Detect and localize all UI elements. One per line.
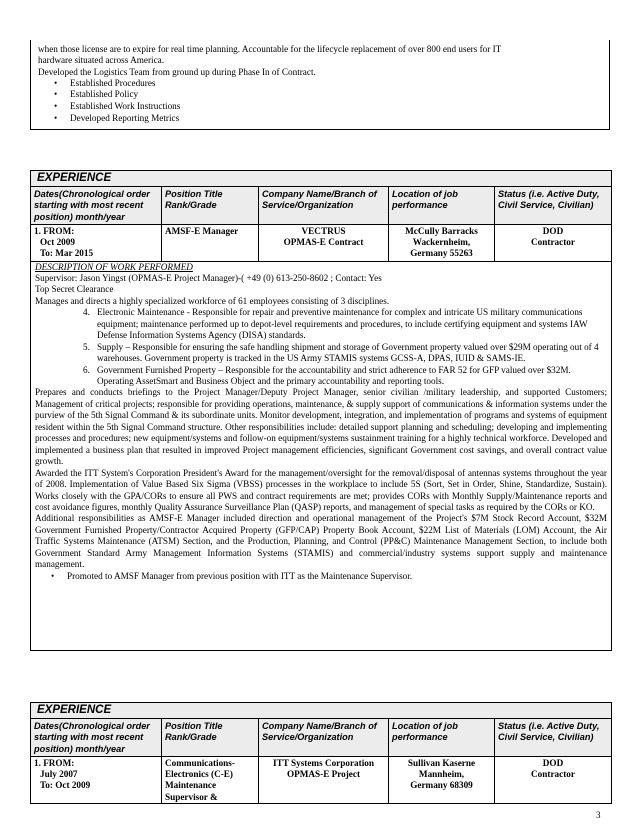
item-text: Supply – Responsible for ensuring the safe handling shipment and storage of Government property valued over $29M operating out of 4 warehouses. Government property is tracked in the US Army STAMIS systems GCSS-A, DPAS, IUID & SAMS-IE. bbox=[97, 341, 599, 364]
continuation-line: Developed the Logistics Team from ground up during Phase In of Contract. bbox=[38, 66, 316, 77]
job-status bbox=[495, 757, 611, 804]
from-date: July 2007 bbox=[40, 769, 78, 780]
job-status bbox=[495, 225, 611, 261]
company-name: VECTRUS bbox=[301, 225, 346, 236]
section-title: EXPERIENCE bbox=[31, 171, 611, 187]
to-date: To: Mar 2015 bbox=[40, 248, 94, 259]
bullet-item: • Developed Reporting Metrics bbox=[38, 113, 603, 125]
description-paragraph: Awarded the ITT System's Corporation President's Award for the management/oversight for the removal/disposal of antennas systems throughout the year of 2008. Implementation of Value Based Six Sigma (VBSS) processes in the workplace to include 5S (Sort, Set in Order, Shine, Standardize, Sustain). Works closely with the GPA/CORs to ensure all PWS and contract requirements are met; provides CORs with Monthly Supply/Maintenance reports and cost avoidance figures, monthly Quality Assurance Surveillance Plan (QASP) reports, and management of special tasks as required by the CORs or KO. bbox=[35, 467, 607, 513]
bullet-item: • Established Policy bbox=[38, 89, 603, 101]
header-status: Status (i.e. Active Duty, Civil Service, Civilian) bbox=[498, 189, 600, 211]
description-paragraph: Prepares and conducts briefings to the Project Manager/Deputy Project Manager, senior civilian /military leadership, and supported Customers; Management of critical projects; responsible for providing operations, maintenance, & supply support of communications & information systems under the purview of the 5th Signal Command & its subordinate units. Monitor development, integration, and implementation of programs and systems of equipment resident within the 5th Signal Command structure. Other responsibilities include: detailed support planning and scheduling; developing and implementing processes and procedures; new equipment/systems and follow-on equipment/systems sustainment training for a highly technical workforce. Developed and implemented a business plan that resulted in improved Project management efficiencies, significant Government cost savings, and overall contract value growth. bbox=[35, 387, 607, 467]
position-line: Communications- bbox=[165, 757, 235, 768]
job-company bbox=[259, 757, 389, 804]
from-label: 1. FROM: bbox=[34, 757, 75, 768]
numbered-item bbox=[35, 307, 607, 341]
numbered-item bbox=[35, 365, 607, 388]
location-line: Wackernheim, bbox=[412, 237, 471, 248]
company-contract: OPMAS-E Project bbox=[286, 769, 361, 780]
job-dates bbox=[31, 757, 162, 804]
item-number: 4. bbox=[83, 307, 90, 318]
job-position: AMSF-E Manager bbox=[162, 225, 259, 261]
position-line: Maintenance bbox=[165, 780, 217, 791]
section-title: EXPERIENCE bbox=[31, 703, 611, 719]
page-number: 3 bbox=[596, 810, 601, 820]
continuation-line: hardware situated across America. bbox=[38, 55, 165, 66]
location-line: McCully Barracks bbox=[405, 225, 478, 236]
job-position bbox=[162, 757, 259, 804]
header-location: Location of job performance bbox=[389, 187, 495, 224]
location-line: Germany 68309 bbox=[410, 780, 473, 791]
from-label: 1. FROM: bbox=[34, 225, 75, 236]
numbered-item bbox=[35, 342, 607, 365]
bullet-item: • Promoted to AMSF Manager from previous position with ITT as the Maintenance Supervisor. bbox=[35, 571, 607, 583]
bullet-item: • Established Work Instructions bbox=[38, 101, 603, 113]
job-location bbox=[389, 225, 495, 261]
job-company bbox=[259, 225, 389, 261]
bullet-list bbox=[38, 78, 603, 124]
item-text: Electronic Maintenance - Responsible for repair and preventive maintenance for complex and intricate US military communications equipment; maintenance performed up to depot-level requirements and procedures, to include certifying equipment and systems IAW Defense Information Systems Agency (DISA) standards. bbox=[97, 307, 588, 341]
description-line: Supervisor: Jason Yingst (OPMAS-E Project Manager)-( +49 (0) 613-250-8602 ; Contact: Yes bbox=[35, 272, 382, 283]
position-line: Electronics (C-E) bbox=[165, 769, 233, 780]
job-dates bbox=[31, 225, 162, 261]
item-number: 6. bbox=[83, 364, 90, 375]
header-position: Position Title Rank/Grade bbox=[162, 719, 259, 756]
company-name: ITT Systems Corporation bbox=[273, 757, 374, 768]
previous-job-continuation bbox=[30, 40, 610, 130]
header-dates: Dates(Chronological order starting with most recent position) month/year bbox=[31, 187, 162, 224]
bullet-list bbox=[35, 571, 607, 583]
company-contract: OPMAS-E Contract bbox=[283, 237, 364, 248]
bullet-item: • Established Procedures bbox=[38, 78, 603, 90]
location-line: Sullivan Kaserne bbox=[407, 757, 476, 768]
experience-section bbox=[30, 702, 612, 804]
location-line: Germany 55263 bbox=[410, 248, 473, 259]
job-description bbox=[31, 262, 611, 583]
description-line: Manages and directs a highly specialized workforce of 61 employees consisting of 3 disciplines. bbox=[35, 295, 390, 306]
item-number: 5. bbox=[83, 341, 90, 352]
status-line: Contractor bbox=[531, 237, 575, 248]
header-row bbox=[31, 719, 611, 757]
continuation-line: when those license are to expire for real time planning. Accountable for the lifecycle replacement of over 800 end users for IT bbox=[38, 44, 502, 54]
description-paragraph: Additional responsibilities as AMSF-E Manager included direction and operational management of the Project's $7M Stock Record Account, $32M Government Furnished Property/Contractor Acquired Property (GFP/CAP) Property Book Account, $22M List of Materials (LOM) Account, the Air Traffic Systems Maintenance (ATSM) Section, and the Production, Planning, and Control (PP&C) Maintenance Management Section, to include both Government Standard Army Management Information Systems (STAMIS) and commercial/industry systems support supply and maintenance management. bbox=[35, 513, 607, 570]
header-location: Location of job performance bbox=[389, 719, 495, 756]
location-line: Mannheim, bbox=[418, 769, 465, 780]
header-status: Status (i.e. Active Duty, Civil Service, Civilian) bbox=[498, 721, 600, 743]
from-date: Oct 2009 bbox=[40, 237, 75, 248]
position-line: Supervisor & bbox=[165, 791, 218, 802]
header-company: Company Name/Branch of Service/Organization bbox=[259, 719, 389, 756]
to-date: To: Oct 2009 bbox=[40, 780, 91, 791]
job-row bbox=[31, 225, 611, 262]
job-row bbox=[31, 757, 611, 804]
description-heading: DESCRIPTION OF WORK PERFORMED bbox=[35, 261, 193, 272]
header-row bbox=[31, 187, 611, 225]
status-line: DOD bbox=[542, 225, 564, 236]
item-text: Government Furnished Property – Responsible for the accountability and strict adherence to FAR 52 for GFP valued over $32M. Operating AssetSmart and Business Object and the primary accountability and reporting tools. bbox=[97, 364, 571, 387]
status-line: Contractor bbox=[531, 769, 575, 780]
header-position: Position Title Rank/Grade bbox=[162, 187, 259, 224]
status-line: DOD bbox=[542, 757, 564, 768]
experience-section bbox=[30, 170, 612, 651]
job-location bbox=[389, 757, 495, 804]
description-line: Top Secret Clearance bbox=[35, 284, 114, 295]
header-company: Company Name/Branch of Service/Organization bbox=[259, 187, 389, 224]
header-dates: Dates(Chronological order starting with most recent position) month/year bbox=[31, 719, 162, 756]
